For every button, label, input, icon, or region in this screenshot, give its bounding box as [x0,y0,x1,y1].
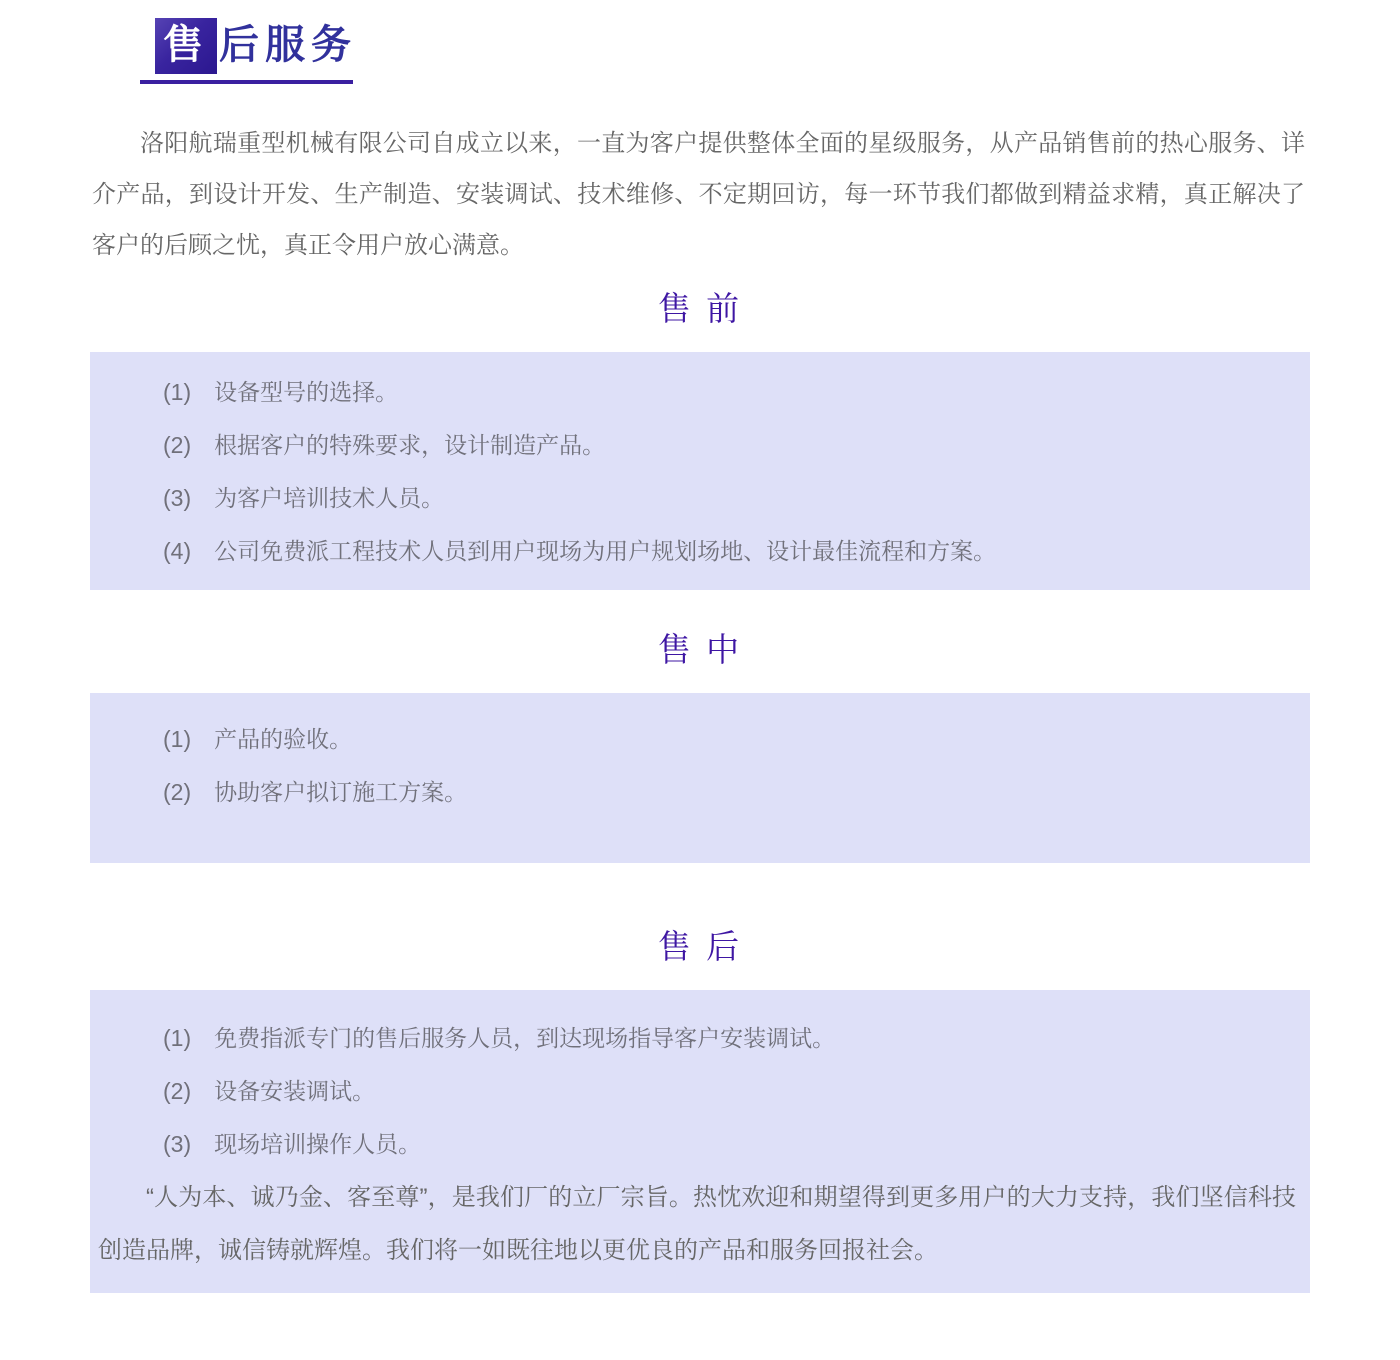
list-item: (2) 设备安装调试。 [163,1078,376,1104]
list-item: (1) 产品的验收。 [163,726,353,752]
list-item: (3) 为客户培训技术人员。 [163,485,445,511]
closing-paragraph: “人为本、诚乃金、客至尊”，是我们厂的立厂宗旨。热忱欢迎和期望得到更多用户的大力支持，我们坚信科技创造品牌，诚信铸就辉煌。我们将一如既往地以更优良的产品和服务回报社会。 [98,1184,1296,1264]
title-underline [140,80,353,84]
intro-paragraph: 洛阳航瑞重型机械有限公司自成立以来，一直为客户提供整体全面的星级服务，从产品销售前的热心服务、详介产品，到设计开发、生产制造、安装调试、技术维修、不定期回访，每一环节我们都做到精益求精，真正解决了客户的后顾之忧，真正令用户放心满意。 [92,130,1305,259]
title-rest-text: 后服务 [219,23,357,67]
title-highlight-char: 售 [155,18,217,74]
list-item: (2) 根据客户的特殊要求，设计制造产品。 [163,432,606,458]
list-item: (1) 设备型号的选择。 [163,379,399,405]
presale-panel [90,352,1310,590]
section-heading-aftersale: 售 后 [657,928,743,965]
aftersale-panel [90,990,1310,1293]
section-heading-midsale: 售 中 [657,631,743,668]
list-item: (3) 现场培训操作人员。 [163,1131,422,1157]
page-title [140,18,540,74]
page-title-block [140,0,540,84]
list-item: (4) 公司免费派工程技术人员到用户现场为用户规划场地、设计最佳流程和方案。 [163,538,997,564]
section-heading-presale: 售 前 [657,290,743,327]
list-item: (2) 协助客户拟订施工方案。 [163,779,468,805]
midsale-panel [90,693,1310,863]
list-item: (1) 免费指派专门的售后服务人员，到达现场指导客户安装调试。 [163,1025,836,1051]
